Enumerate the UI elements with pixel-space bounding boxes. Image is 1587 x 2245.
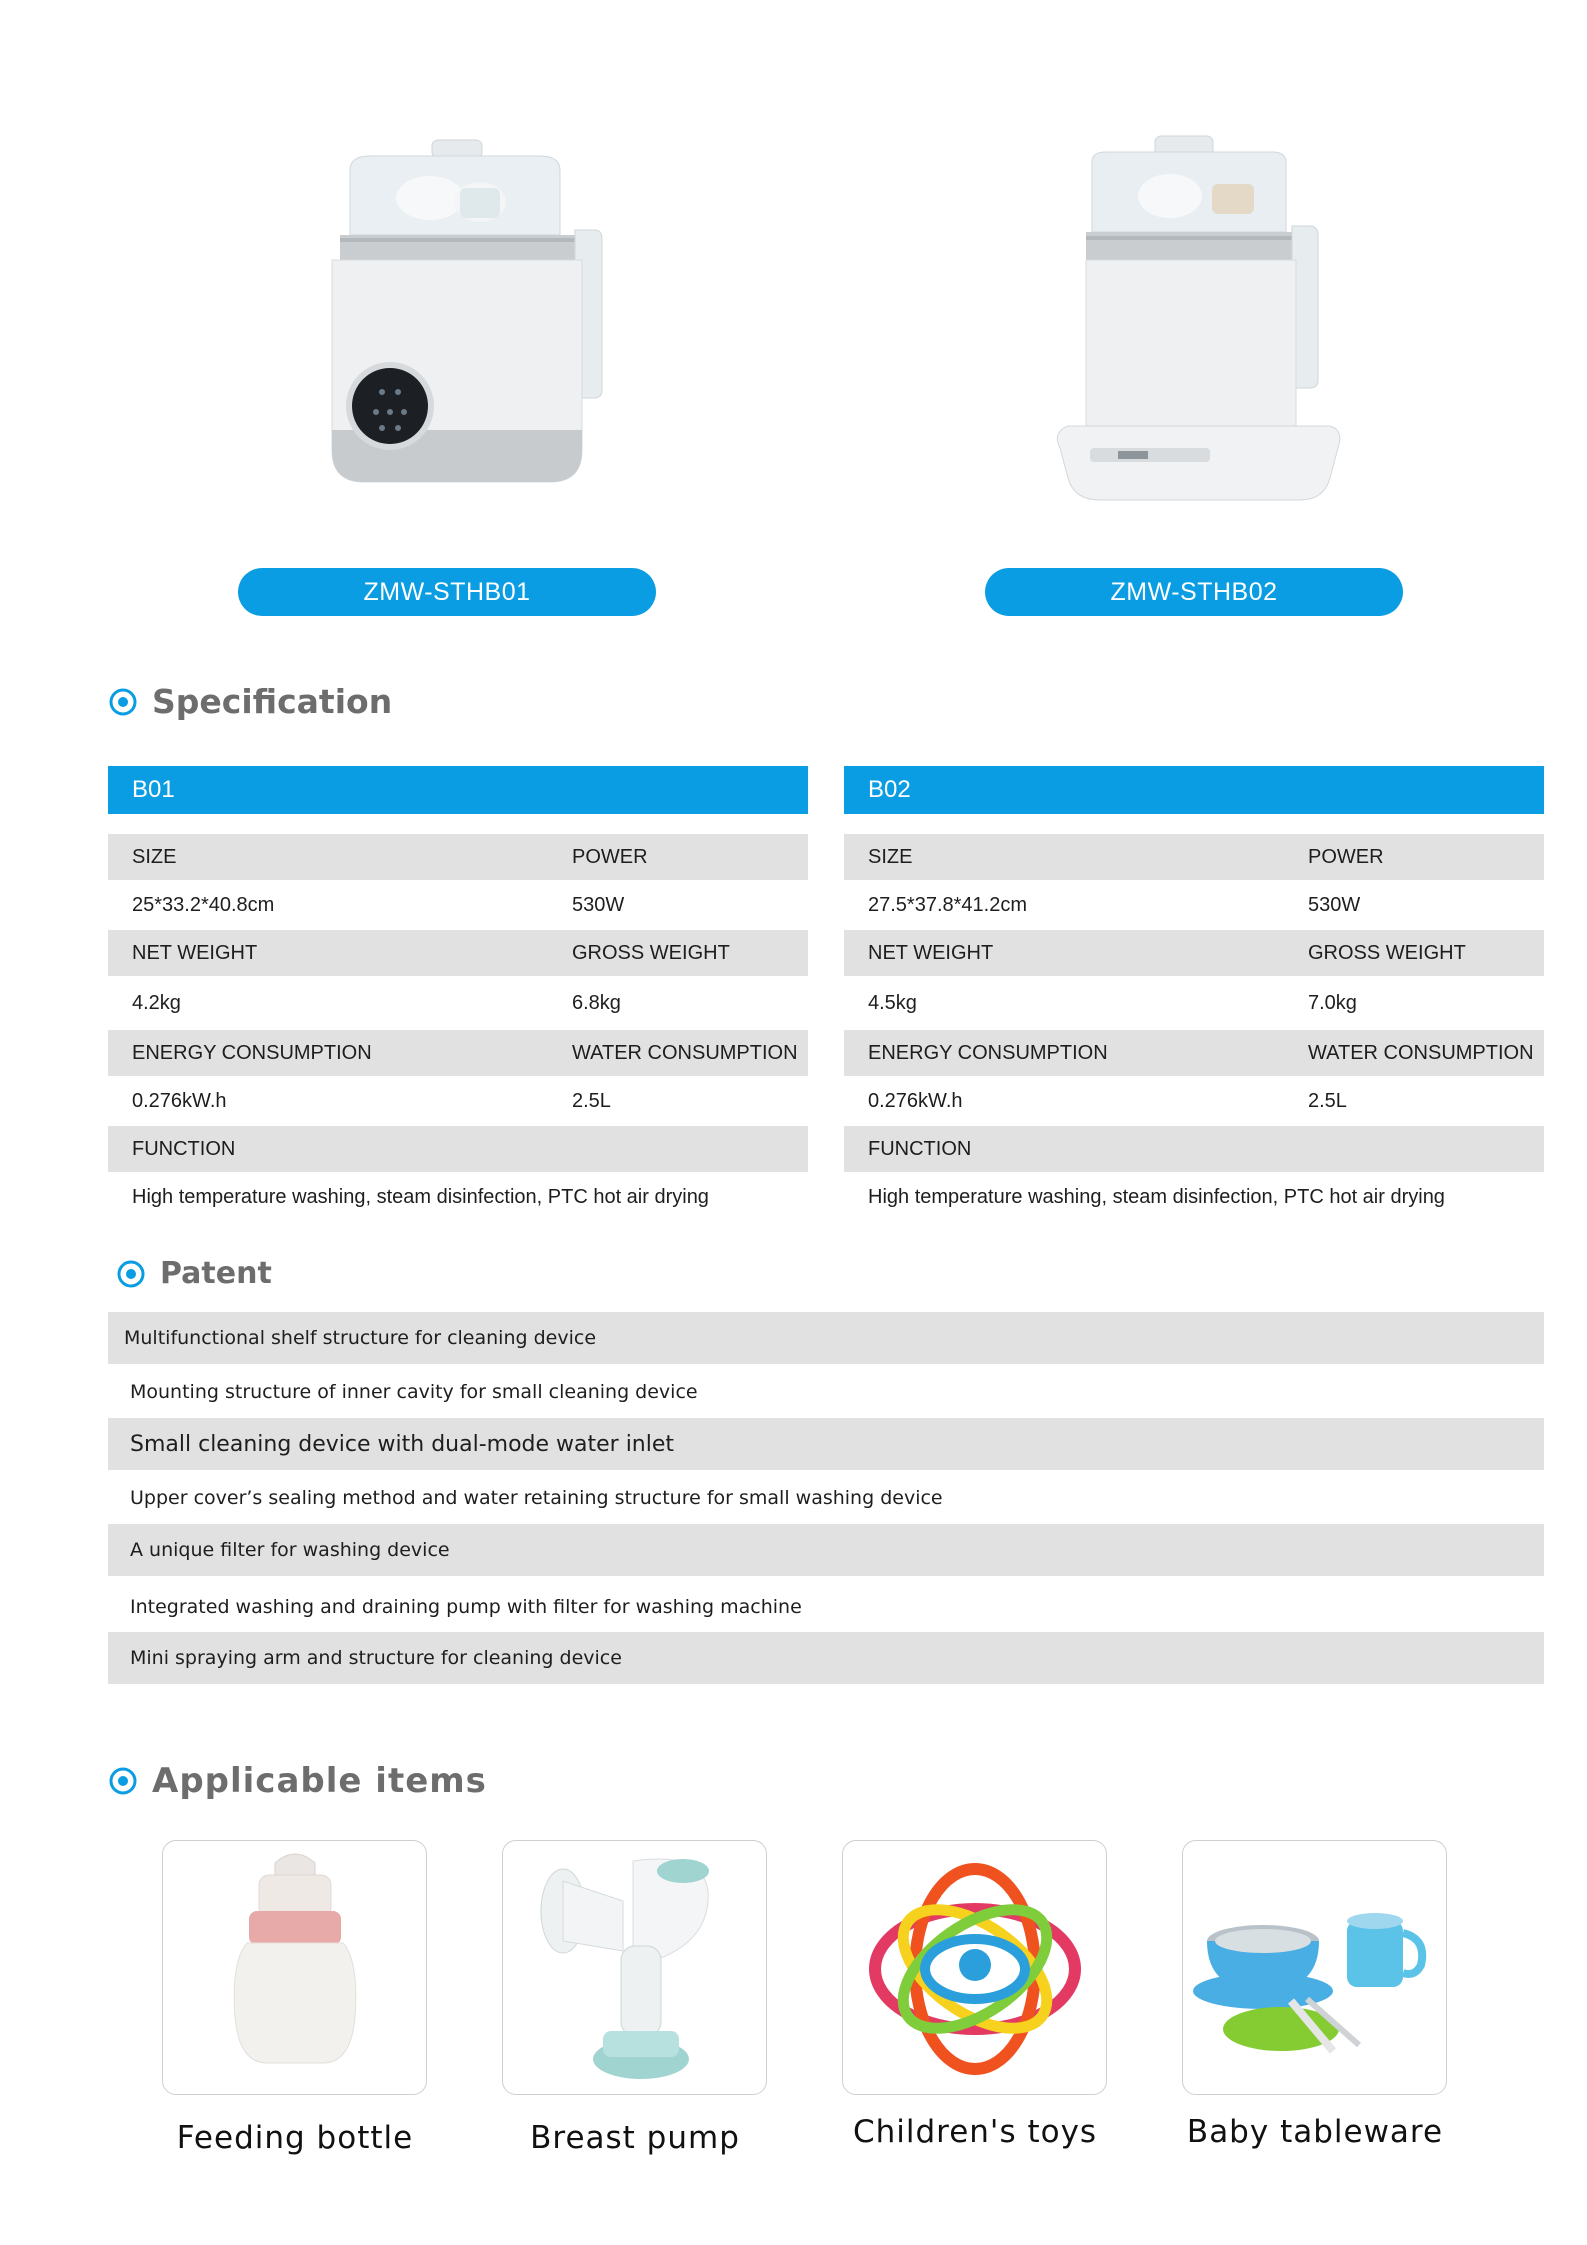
item-label-childrens-toys: Children's toys — [852, 2114, 1098, 2150]
baby-tableware-icon — [1183, 1841, 1447, 2095]
spec-label-row — [108, 1126, 808, 1172]
spec-value: High temperature washing, steam disinfection, PTC hot air drying — [132, 1185, 709, 1208]
spec-label-row — [844, 1126, 1544, 1172]
spec-value-row — [844, 976, 1544, 1030]
spec-table-b02 — [844, 766, 1544, 1222]
spec-table-b01 — [108, 766, 808, 1222]
spec-label: FUNCTION — [132, 1137, 236, 1160]
patent-heading — [116, 1256, 272, 1291]
spec-value-row — [844, 880, 1544, 930]
spec-label-row — [108, 834, 808, 880]
applicable-items-heading-text: Applicable items — [152, 1761, 487, 1801]
spec-value: 0.276kW.h — [132, 1089, 227, 1112]
spec-label: POWER — [572, 845, 648, 868]
product-image-b02 — [1040, 130, 1350, 525]
spec-label-row — [844, 930, 1544, 976]
item-card-childrens-toys — [842, 1840, 1107, 2095]
spec-value: 27.5*37.8*41.2cm — [868, 893, 1028, 916]
spec-label: NET WEIGHT — [132, 941, 258, 964]
spec-value: 2.5L — [572, 1089, 611, 1112]
spec-value: High temperature washing, steam disinfection, PTC hot air drying — [868, 1185, 1445, 1208]
spec-value-row — [844, 1172, 1544, 1222]
spec-value: 4.2kg — [132, 991, 181, 1014]
spec-value-row — [108, 1076, 808, 1126]
patent-item: Integrated washing and draining pump with filter for washing machine — [130, 1596, 802, 1618]
spec-label: GROSS WEIGHT — [572, 941, 730, 964]
spec-label: WATER CONSUMPTION — [1308, 1041, 1534, 1064]
spec-value: 0.276kW.h — [868, 1089, 963, 1112]
spec-value-row — [108, 880, 808, 930]
item-label-baby-tableware: Baby tableware — [1186, 2114, 1444, 2150]
item-card-feeding-bottle — [162, 1840, 427, 2095]
spec-table-header: B02 — [844, 766, 1544, 814]
breast-pump-icon — [503, 1841, 767, 2095]
spec-label: SIZE — [132, 845, 177, 868]
product-image-b01 — [320, 130, 610, 515]
spec-label: SIZE — [868, 845, 913, 868]
spec-value-row — [108, 1172, 808, 1222]
rattle-ball-icon — [843, 1841, 1107, 2095]
spec-value-row — [844, 1076, 1544, 1126]
item-label-breast-pump: Breast pump — [530, 2120, 740, 2156]
patent-item: Mounting structure of inner cavity for small cleaning device — [130, 1381, 698, 1403]
specification-heading — [108, 682, 392, 721]
item-card-baby-tableware — [1182, 1840, 1447, 2095]
spec-value: 530W — [572, 893, 625, 916]
feeding-bottle-icon — [163, 1841, 427, 2095]
model-badge-b02: ZMW-STHB02 — [985, 568, 1403, 616]
spec-label-row — [844, 1030, 1544, 1076]
spec-label: NET WEIGHT — [868, 941, 994, 964]
applicable-items-heading — [108, 1761, 487, 1801]
patent-item: Mini spraying arm and structure for cleaning device — [108, 1632, 1544, 1684]
spec-value: 7.0kg — [1308, 991, 1357, 1014]
patent-item: Upper cover’s sealing method and water retaining structure for small washing device — [130, 1487, 943, 1509]
spec-value: 2.5L — [1308, 1089, 1347, 1112]
patent-item: A unique filter for washing device — [108, 1524, 1544, 1576]
spec-label: ENERGY CONSUMPTION — [132, 1041, 372, 1064]
target-icon — [116, 1259, 146, 1289]
spec-table-header: B01 — [108, 766, 808, 814]
specification-heading-text: Specification — [152, 682, 393, 721]
spec-label-row — [844, 834, 1544, 880]
target-icon — [108, 687, 138, 717]
spec-label: WATER CONSUMPTION — [572, 1041, 798, 1064]
spec-value-row — [108, 976, 808, 1030]
spec-value: 6.8kg — [572, 991, 621, 1014]
spec-value: 25*33.2*40.8cm — [132, 893, 275, 916]
item-label-feeding-bottle: Feeding bottle — [176, 2120, 414, 2156]
target-icon — [108, 1766, 138, 1796]
model-badge-b01: ZMW-STHB01 — [238, 568, 656, 616]
spec-label: FUNCTION — [868, 1137, 972, 1160]
item-card-breast-pump — [502, 1840, 767, 2095]
spec-label: ENERGY CONSUMPTION — [868, 1041, 1108, 1064]
patent-item: Small cleaning device with dual-mode water inlet — [108, 1418, 1544, 1470]
spec-label-row — [108, 1030, 808, 1076]
spec-label-row — [108, 930, 808, 976]
spec-value: 530W — [1308, 893, 1361, 916]
spec-label: GROSS WEIGHT — [1308, 941, 1466, 964]
spec-value: 4.5kg — [868, 991, 917, 1014]
patent-heading-text: Patent — [160, 1256, 272, 1291]
spec-label: POWER — [1308, 845, 1384, 868]
patent-item: Multifunctional shelf structure for cleaning device — [108, 1312, 1544, 1364]
